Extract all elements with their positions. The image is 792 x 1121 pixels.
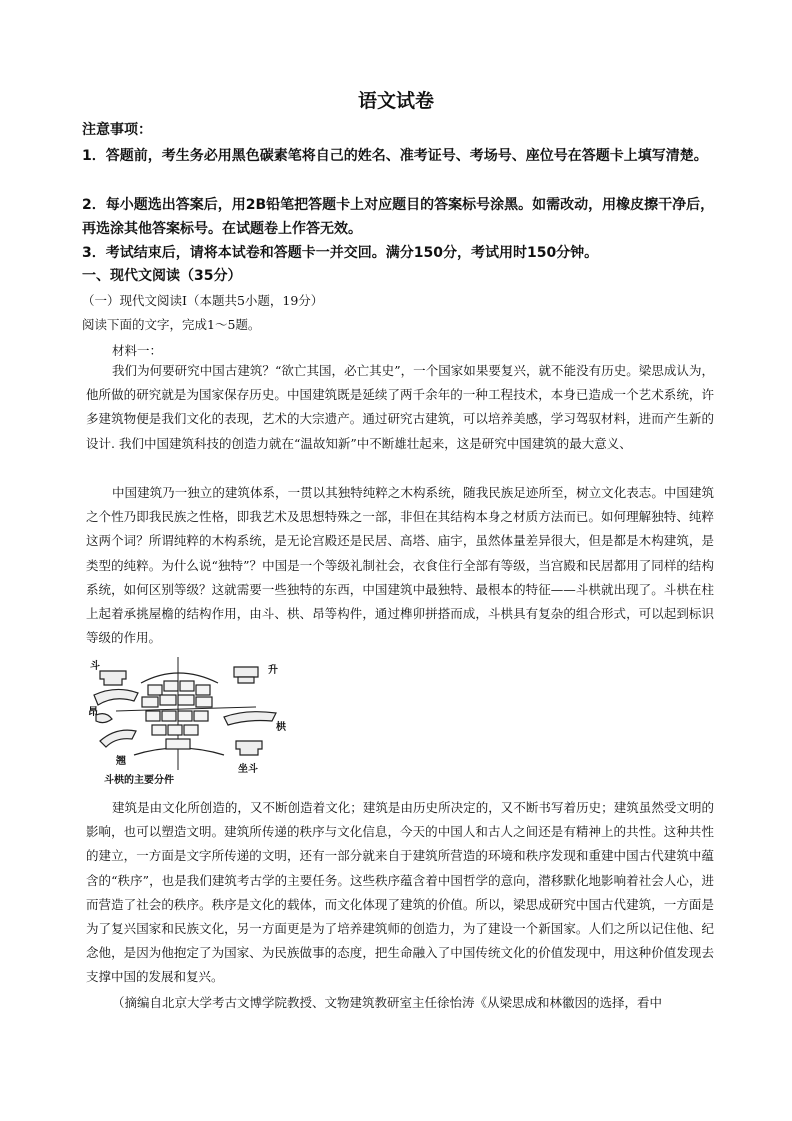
notice-item-3: 3．考试结束后，请将本试卷和答题卡一并交回。满分150分，考试用时150分钟。 (82, 245, 599, 261)
figure-label-sheng: 升 (268, 665, 278, 676)
figure-label-qiao: 翘 (116, 756, 126, 767)
section-heading: 一、现代文阅读（35分） (82, 268, 242, 284)
notice-item-1: 1．答题前，考生务必用黑色碳素笔将自己的姓名、准考证号、考场号、座位号在答题卡上填写清楚。 (82, 148, 708, 164)
source-citation: （摘编自北京大学考古文博学院教授、文物建筑教研室主任徐怡涛《从梁思成和林徽因的选择，看中 (112, 995, 663, 1010)
figure-caption: 斗栱的主要分件 (104, 775, 174, 786)
page-title: 语文试卷 (357, 90, 434, 112)
figure-label-gong: 栱 (276, 722, 286, 733)
notice-heading: 注意事项： (82, 122, 152, 138)
paragraph-1: 我们为何要研究中国古建筑？“欲亡其国，必亡其史”，一个国家如果要复兴，就不能没有历史。梁思成认为，他所做的研究就是为国家保存历史。中国建筑既是延续了两千余年的一种工程技术，本身已造成一个艺术系统，许多建筑物便是我们文化的表现，艺术的大宗遗产。通过研究古建筑，可以培养美感，学习驾驭材料，进而产生新的设计. 我们中国建筑科技的创造力就在“温故知新”中不断雄壮起来，这是研究中国建筑的最大意义、 (86, 363, 714, 451)
paragraph-3: 建筑是由文化所创造的，又不断创造着文化；建筑是由历史所决定的，又不断书写着历史；建筑虽然受文明的影响，也可以塑造文明。建筑所传递的秩序与文化信息，今天的中国人和古人之间还是有精神上的共性。这种共性的建立，一方面是文字所传递的文明，还有一部分就来自于建筑所营造的环境和秩序发现和重建中国古代建筑中蕴含的“秩序”，也是我们建筑考古学的主要任务。这些秩序蕴含着中国哲学的意向，潜移默化地影响着社会人心，进而营造了社会的秩序。秩序是文化的载体，而文化体现了建筑的价值。所以，梁思成研究中国古代建筑，一方面是为了复兴国家和民族文化，另一方面更是为了培养建筑师的创造力，为了建设一个新国家。人们之所以记住他、纪念他，是因为他抱定了为国家、为民族做事的态度，把生命融入了中国传统文化的价值发现中，用这种价值发现去支撑中国的发展和复兴。 (86, 800, 714, 985)
subsection-heading: （一）现代文阅读Ⅰ（本题共5小题，19分） (82, 293, 324, 308)
reading-instruction: 阅读下面的文字，完成1～5题。 (82, 317, 261, 332)
figure-label-ang: 昂 (88, 707, 98, 718)
figure-label-dou: 斗 (90, 661, 100, 672)
paragraph-2: 中国建筑乃一独立的建筑体系，一贯以其独特纯粹之木构系统，随我民族足迹所至，树立文化表志。中国建筑之个性乃即我民族之性格，即我艺术及思想特殊之一部，非但在其结构本身之材质方法而已。如何理解独特、纯粹这两个词？所谓纯粹的木构系统，是无论宫殿还是民居、高塔、庙宇，虽然体量差异很大，但是都是木构建筑，是类型的纯粹。为什么说“独特”？中国是一个等级礼制社会，衣食住行全部有等级，当宫殿和民居都用了同样的结构系统，如何区别等级？这就需要一些独特的东西，中国建筑中最独特、最根本的特征——斗栱就出现了。斗栱在柱上起着承挑屋檐的结构作用，由斗、栱、昂等构件，通过榫卯拼搭而成，斗栱具有复杂的组合形式，可以起到标识等级的作用。 (86, 485, 714, 646)
figure-label-zuodou: 坐斗 (238, 764, 258, 775)
material-label: 材料一： (112, 343, 163, 358)
notice-item-2: 2．每小题选出答案后，用2B铅笔把答题卡上对应题目的答案标号涂黑。如需改动，用橡皮擦干净后，再选涂其他答案标号。在试题卷上作答无效。 (82, 197, 715, 237)
